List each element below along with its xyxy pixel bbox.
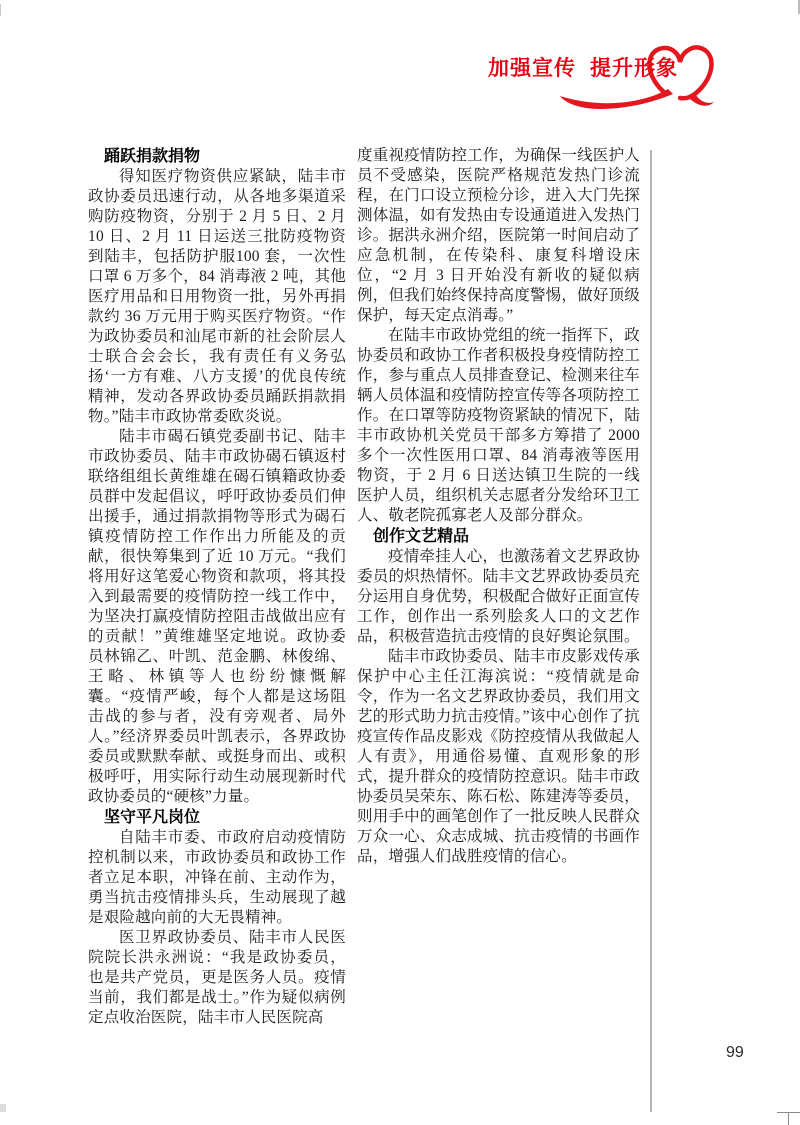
- paragraph: 陆丰市政协委员、陆丰市皮影戏传承保护中心主任江海滨说：“疫情就是命令，作为一名文艺界政协委员，我们用文艺的形式助力抗击疫情。”该中心创作了抗疫宣传作品皮影戏《防控疫情从我做起人人有责》，用通俗易懂、直观形象的形式，提升群众的疫情防控意识。陆丰市政协委员吴荣东、陈石松、陈建涛等委员，则用手中的画笔创作了一批反映人民群众万众一心、众志成城、抗击疫情的书画作品，增强人们战胜疫情的信心。: [357, 648, 640, 865]
- page-side-rule: [650, 150, 652, 1112]
- slogan-part2: 提升形象: [590, 57, 678, 80]
- paragraph: 医卫界政协委员、陆丰市人民医院院长洪永洲说：“我是政协委员，也是共产党员，更是医务人员。疫情当前，我们都是战士。”作为疑似病例定点收治医院，陆丰市人民医院高: [88, 929, 346, 1026]
- paragraph: 自陆丰市委、市政府启动疫情防控机制以来，市政协委员和政协工作者立足本职，冲锋在前、主动作为，勇当抗击疫情排头兵，生动展现了越是艰险越向前的大无畏精神。: [88, 829, 346, 926]
- article-body: [88, 146, 640, 1028]
- slogan-part1: 加强宣传: [488, 57, 576, 80]
- paragraph: 得知医疗物资供应紧缺，陆丰市政协委员迅速行动，从各地多渠道采购防疫物资，分别于 2 月 5 日、2 月 10 日、2 月 11 日运送三批防疫物资到陆丰，包括防护服100 套，一次性口罩 6 万多个，84 消毒液 2 吨，其他医疗用品和日用物资一批，另外再捐款约 36 万元用于购买医疗物资。“作为政协委员和汕尾市新的社会阶层人士联合会会长，我有责任有义务弘扬‘一方有难、八方支援’的优良传统精神，发动各界政协委员踊跃捐款捐物。”陆丰市政协常委欧炎说。: [88, 168, 346, 425]
- article-left-column: [88, 146, 346, 1028]
- crop-mark-bottom-left: [0, 1104, 6, 1112]
- paragraph-continued: 度重视疫情防控工作，为确保一线医护人员不受感染，医院严格规范发热门诊流程，在门口设立预检分诊，进入大门先探测体温，如有发热由专设通道进入发热门诊。据洪永洲介绍，医院第一时间启动了应急机制，在传染科、康复科增设床位，“2 月 3 日开始没有新收的疑似病例，但我们始终保持高度警惕，做好顶级保护，每天定点消毒。”: [357, 147, 640, 324]
- page-number: 99: [726, 1044, 744, 1061]
- section-heading-posts: 坚守平凡岗位: [104, 809, 201, 826]
- paragraph: 疫情牵挂人心，也激荡着文艺界政协委员的炽热情怀。陆丰文艺界政协委员充分运用自身优势，积极配合做好正面宣传工作，创作出一系列脍炙人口的文艺作品，积极营造抗击疫情的良好舆论氛围。: [357, 548, 640, 645]
- paragraph: 陆丰市碣石镇党委副书记、陆丰市政协委员、陆丰市政协碣石镇返村联络组组长黄维雄在碣石镇籍政协委员群中发起倡议，呼吁政协委员们伸出援手，通过捐款捐物等形式为碣石镇疫情防控工作作出力所能及的贡献，很快筹集到了近 10 万元。“我们将用好这笔爱心物资和款项，将其投入到最需要的疫情防控一线工作中，为坚决打赢疫情防控阻击战做出应有的贡献！”黄维雄坚定地说。政协委员林锦乙、叶凯、范金鹏、林俊绵、王略、林镇等人也纷纷慷慨解囊。“疫情严峻，每个人都是这场阻击战的参与者，没有旁观者、局外人。”经济界委员叶凯表示，各界政协委员或默默奉献、或挺身而出、或积极呼吁，用实际行动生动展现新时代政协委员的“硬核”力量。: [88, 428, 346, 805]
- crop-mark-bottom-right: [777, 1112, 800, 1125]
- crop-mark-top-left: [0, 4, 1, 16]
- header-slogan: [488, 56, 678, 81]
- section-heading-artworks: 创作文艺精品: [373, 528, 470, 545]
- paragraph: 在陆丰市政协党组的统一指挥下，政协委员和政协工作者积极投身疫情防控工作，参与重点人员排查登记、检测来往车辆人员体温和疫情防控宣传等各项防控工作。在口罩等防疫物资紧缺的情况下，陆丰市政协机关党员干部多方筹措了 2000 多个一次性医用口罩、84 消毒液等医用物资，于 2 月 6 日送达镇卫生院的一线医护人员，组织机关志愿者分发给环卫工人、敬老院孤寡老人及部分群众。: [357, 327, 640, 524]
- section-heading-donations: 踊跃捐款捐物: [104, 148, 201, 165]
- article-right-column: [357, 146, 640, 1028]
